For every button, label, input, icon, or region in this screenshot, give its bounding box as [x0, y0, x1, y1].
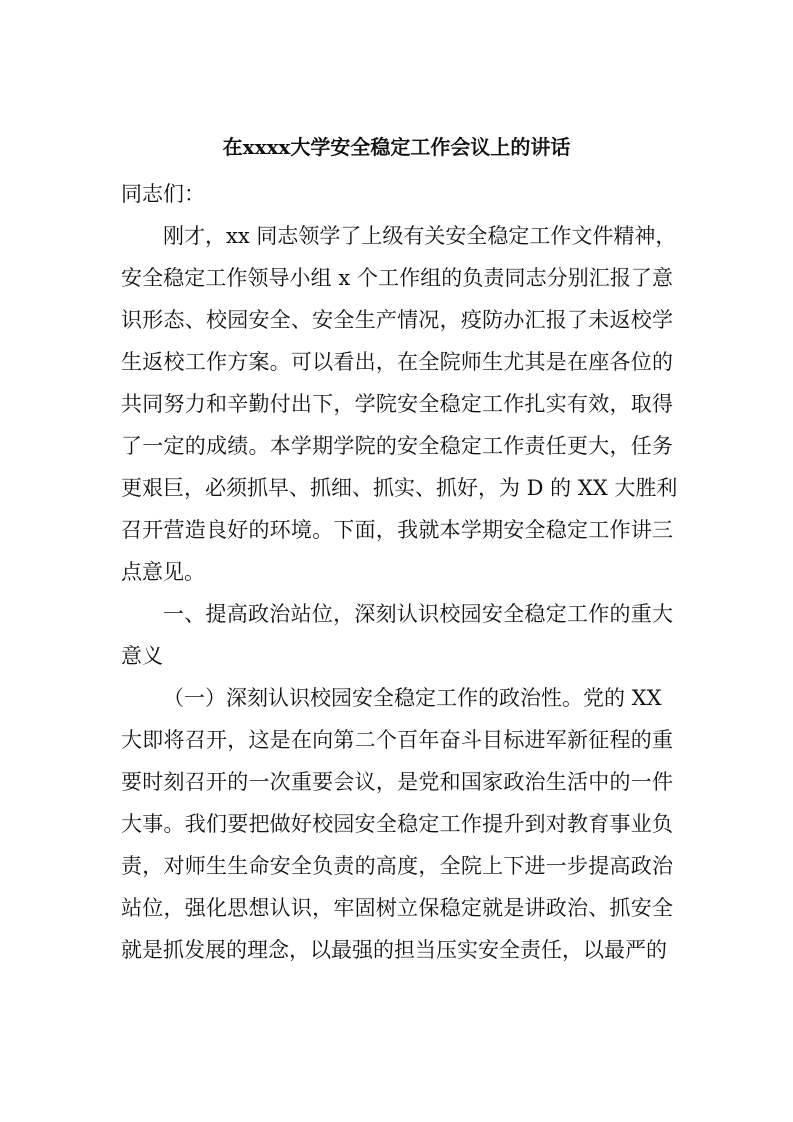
document-body [121, 173, 678, 971]
text-line: 了一定的成绩。本学期学院的安全稳定工作责任更大，任务 [121, 434, 673, 458]
text-line: 召开营造良好的环境。下面，我就本学期安全稳定工作讲三 [121, 518, 673, 542]
text-line: 安全稳定工作领导小组 x 个工作组的负责同志分别汇报了意 [121, 266, 673, 290]
text-line: 生返校工作方案。可以看出，在全院师生尤其是在座各位的 [121, 350, 673, 374]
paragraph [121, 173, 673, 215]
text-line: 大事。我们要把做好校园安全稳定工作提升到对教育事业负 [121, 812, 673, 836]
paragraph [121, 215, 678, 593]
text-line: 刚才，xx 同志领学了上级有关安全稳定工作文件精神， [163, 224, 677, 248]
paragraph [121, 677, 673, 971]
text-line: 意义 [121, 644, 163, 668]
text-line: （一）深刻认识校园安全稳定工作的政治性。党的 XX [163, 686, 662, 710]
text-line: 共同努力和辛勤付出下，学院安全稳定工作扎实有效，取得 [121, 392, 673, 416]
text-line: 就是抓发展的理念，以最强的担当压实安全责任，以最严的 [121, 938, 667, 962]
text-line: 同志们： [121, 182, 205, 206]
text-line: 要时刻召开的一次重要会议，是党和国家政治生活中的一件 [121, 770, 673, 794]
document-title: 在xxxx大学安全稳定工作会议上的讲话 [222, 135, 571, 159]
text-line: 更艰巨，必须抓早、抓细、抓实、抓好，为 D 的 XX 大胜利 [121, 476, 678, 500]
text-line: 识形态、校园安全、安全生产情况，疫防办汇报了未返校学 [121, 308, 673, 332]
text-line: 站位，强化思想认识，牢固树立保稳定就是讲政治、抓安全 [121, 896, 673, 920]
text-line: 点意见。 [121, 560, 205, 584]
paragraph [121, 593, 673, 677]
text-line: 一、提高政治站位，深刻认识校园安全稳定工作的重大 [163, 602, 673, 626]
text-line: 大即将召开，这是在向第二个百年奋斗目标进军新征程的重 [121, 728, 673, 752]
text-line: 责，对师生生命安全负责的高度，全院上下进一步提高政治 [121, 854, 673, 878]
